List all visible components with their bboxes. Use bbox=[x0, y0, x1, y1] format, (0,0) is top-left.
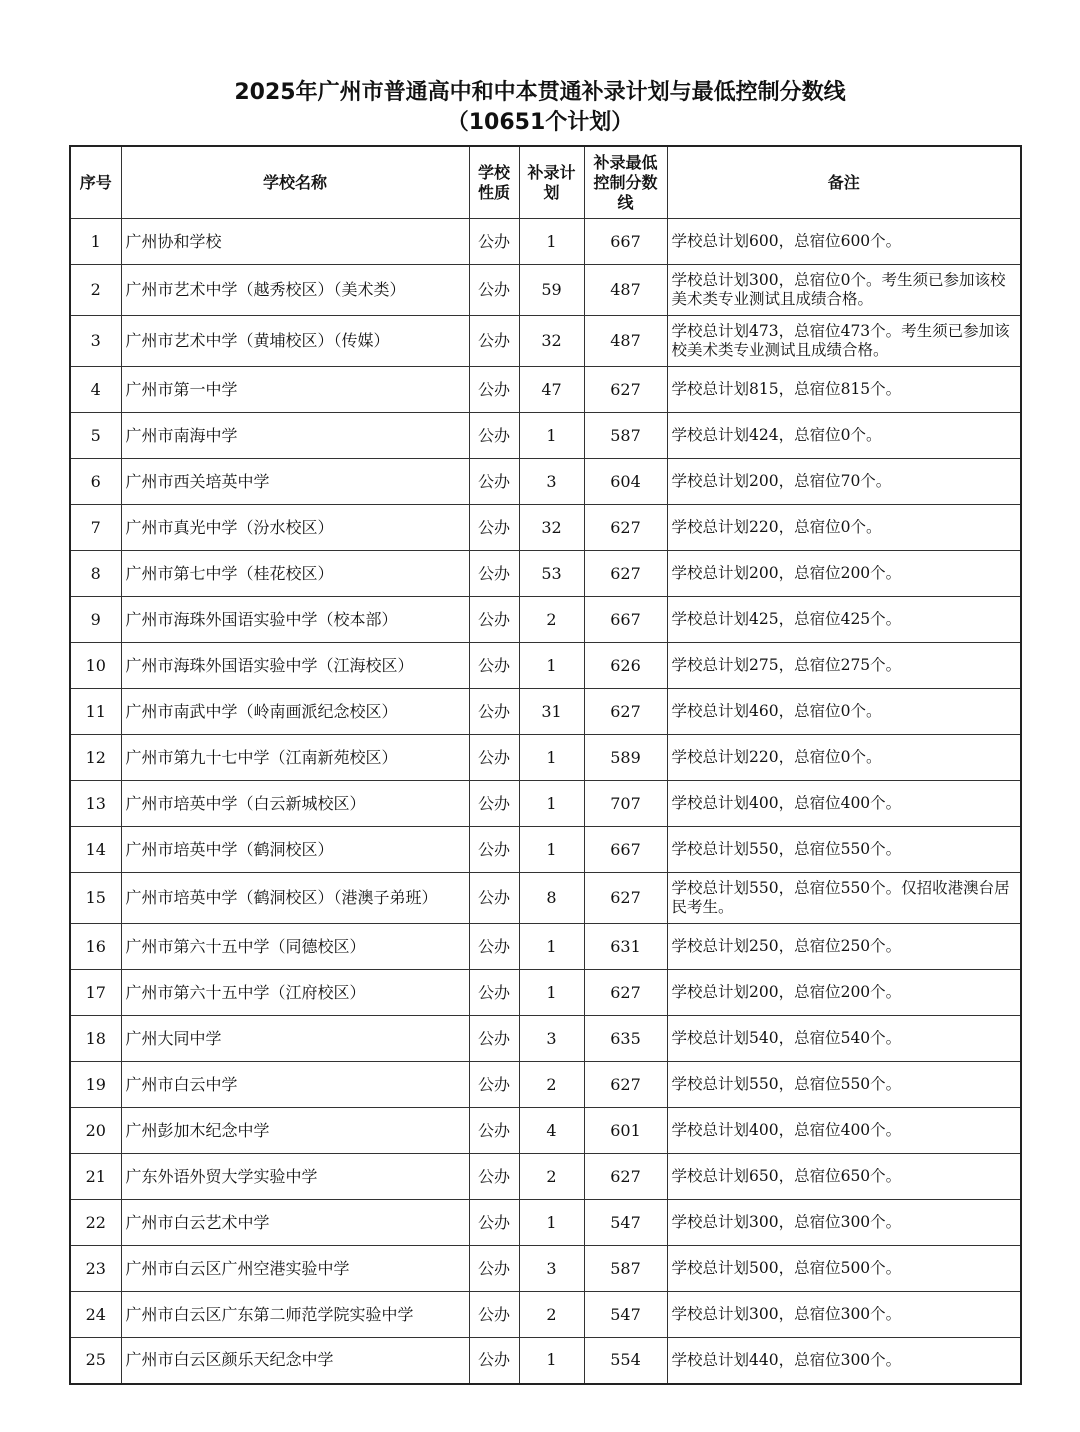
cell-school-name: 广州市第六十五中学（江府校区） bbox=[121, 970, 469, 1016]
cell-school-name: 广州市白云区颜乐天纪念中学 bbox=[121, 1338, 469, 1384]
cell-note: 学校总计划400，总宿位400个。 bbox=[667, 781, 1021, 827]
cell-note: 学校总计划400，总宿位400个。 bbox=[667, 1108, 1021, 1154]
cell-min-score: 547 bbox=[584, 1292, 667, 1338]
cell-note: 学校总计划200，总宿位200个。 bbox=[667, 551, 1021, 597]
cell-index: 3 bbox=[70, 316, 121, 367]
cell-index: 14 bbox=[70, 827, 121, 873]
cell-plan: 1 bbox=[519, 219, 584, 265]
cell-school-name: 广州市海珠外国语实验中学（江海校区） bbox=[121, 643, 469, 689]
cell-note: 学校总计划200，总宿位200个。 bbox=[667, 970, 1021, 1016]
cell-school-nature: 公办 bbox=[469, 1016, 519, 1062]
cell-plan: 1 bbox=[519, 735, 584, 781]
cell-note: 学校总计划200，总宿位70个。 bbox=[667, 459, 1021, 505]
cell-school-name: 广州市海珠外国语实验中学（校本部） bbox=[121, 597, 469, 643]
cell-plan: 1 bbox=[519, 781, 584, 827]
cell-index: 5 bbox=[70, 413, 121, 459]
cell-index: 15 bbox=[70, 873, 121, 924]
cell-min-score: 707 bbox=[584, 781, 667, 827]
cell-min-score: 487 bbox=[584, 265, 667, 316]
header-school-nature: 学校性质 bbox=[469, 146, 519, 219]
cell-index: 2 bbox=[70, 265, 121, 316]
cell-note: 学校总计划300，总宿位0个。考生须已参加该校美术类专业测试且成绩合格。 bbox=[667, 265, 1021, 316]
cell-school-nature: 公办 bbox=[469, 924, 519, 970]
cell-school-name: 广州市第一中学 bbox=[121, 367, 469, 413]
cell-school-nature: 公办 bbox=[469, 367, 519, 413]
cell-note: 学校总计划300，总宿位300个。 bbox=[667, 1292, 1021, 1338]
cell-min-score: 667 bbox=[584, 219, 667, 265]
title-line-2: （10651个计划） bbox=[446, 110, 634, 135]
cell-plan: 2 bbox=[519, 597, 584, 643]
cell-min-score: 627 bbox=[584, 970, 667, 1016]
cell-school-nature: 公办 bbox=[469, 689, 519, 735]
cell-plan: 32 bbox=[519, 316, 584, 367]
cell-school-name: 广州协和学校 bbox=[121, 219, 469, 265]
cell-index: 6 bbox=[70, 459, 121, 505]
cell-min-score: 667 bbox=[584, 827, 667, 873]
cell-note: 学校总计划650，总宿位650个。 bbox=[667, 1154, 1021, 1200]
cell-plan: 1 bbox=[519, 413, 584, 459]
header-idx: 序号 bbox=[70, 146, 121, 219]
cell-school-nature: 公办 bbox=[469, 781, 519, 827]
cell-school-nature: 公办 bbox=[469, 1062, 519, 1108]
cell-note: 学校总计划220，总宿位0个。 bbox=[667, 505, 1021, 551]
table-row bbox=[70, 265, 1021, 316]
cell-school-name: 广州市白云区广东第二师范学院实验中学 bbox=[121, 1292, 469, 1338]
table-row bbox=[70, 505, 1021, 551]
cell-index: 24 bbox=[70, 1292, 121, 1338]
cell-school-name: 广州市白云艺术中学 bbox=[121, 1200, 469, 1246]
table-body bbox=[70, 219, 1021, 1384]
cell-school-nature: 公办 bbox=[469, 316, 519, 367]
cell-school-name: 广州市培英中学（白云新城校区） bbox=[121, 781, 469, 827]
cell-school-nature: 公办 bbox=[469, 873, 519, 924]
table-row bbox=[70, 1062, 1021, 1108]
table-row bbox=[70, 689, 1021, 735]
cell-plan: 3 bbox=[519, 1246, 584, 1292]
table-row bbox=[70, 1246, 1021, 1292]
cell-plan: 3 bbox=[519, 459, 584, 505]
cell-min-score: 627 bbox=[584, 367, 667, 413]
cell-plan: 2 bbox=[519, 1062, 584, 1108]
cell-note: 学校总计划500，总宿位500个。 bbox=[667, 1246, 1021, 1292]
cell-plan: 1 bbox=[519, 643, 584, 689]
cell-index: 13 bbox=[70, 781, 121, 827]
table-row bbox=[70, 1292, 1021, 1338]
table-row bbox=[70, 970, 1021, 1016]
table-row bbox=[70, 735, 1021, 781]
table-row bbox=[70, 1338, 1021, 1384]
table-row bbox=[70, 413, 1021, 459]
table-row bbox=[70, 597, 1021, 643]
cell-index: 4 bbox=[70, 367, 121, 413]
table-row bbox=[70, 1154, 1021, 1200]
cell-min-score: 667 bbox=[584, 597, 667, 643]
cell-school-name: 广州市培英中学（鹤洞校区） bbox=[121, 827, 469, 873]
cell-school-name: 广州市艺术中学（黄埔校区）（传媒） bbox=[121, 316, 469, 367]
cell-index: 17 bbox=[70, 970, 121, 1016]
cell-min-score: 589 bbox=[584, 735, 667, 781]
header-min-score: 补录最低控制分数线 bbox=[584, 146, 667, 219]
cell-school-name: 广州彭加木纪念中学 bbox=[121, 1108, 469, 1154]
cell-school-name: 广州市艺术中学（越秀校区）（美术类） bbox=[121, 265, 469, 316]
cell-min-score: 627 bbox=[584, 1154, 667, 1200]
cell-note: 学校总计划550，总宿位550个。 bbox=[667, 1062, 1021, 1108]
table-row bbox=[70, 316, 1021, 367]
cell-note: 学校总计划473，总宿位473个。考生须已参加该校美术类专业测试且成绩合格。 bbox=[667, 316, 1021, 367]
cell-school-name: 广州市南武中学（岭南画派纪念校区） bbox=[121, 689, 469, 735]
cell-min-score: 626 bbox=[584, 643, 667, 689]
cell-note: 学校总计划600，总宿位600个。 bbox=[667, 219, 1021, 265]
cell-note: 学校总计划440，总宿位300个。 bbox=[667, 1338, 1021, 1384]
cell-note: 学校总计划220，总宿位0个。 bbox=[667, 735, 1021, 781]
cell-school-nature: 公办 bbox=[469, 1292, 519, 1338]
header-plan: 补录计划 bbox=[519, 146, 584, 219]
cell-school-name: 广州市西关培英中学 bbox=[121, 459, 469, 505]
cell-school-name: 广州市白云区广州空港实验中学 bbox=[121, 1246, 469, 1292]
admission-plan-table bbox=[69, 145, 1022, 1385]
table-row bbox=[70, 643, 1021, 689]
cell-plan: 32 bbox=[519, 505, 584, 551]
cell-plan: 3 bbox=[519, 1016, 584, 1062]
header-school-name: 学校名称 bbox=[121, 146, 469, 219]
cell-min-score: 604 bbox=[584, 459, 667, 505]
table-row bbox=[70, 367, 1021, 413]
cell-school-nature: 公办 bbox=[469, 827, 519, 873]
cell-note: 学校总计划424，总宿位0个。 bbox=[667, 413, 1021, 459]
cell-school-name: 广州市真光中学（汾水校区） bbox=[121, 505, 469, 551]
cell-school-nature: 公办 bbox=[469, 597, 519, 643]
cell-index: 11 bbox=[70, 689, 121, 735]
cell-school-nature: 公办 bbox=[469, 1108, 519, 1154]
cell-index: 18 bbox=[70, 1016, 121, 1062]
cell-school-nature: 公办 bbox=[469, 970, 519, 1016]
table-header-row bbox=[70, 146, 1021, 219]
cell-index: 25 bbox=[70, 1338, 121, 1384]
cell-school-nature: 公办 bbox=[469, 643, 519, 689]
cell-plan: 2 bbox=[519, 1292, 584, 1338]
table-row bbox=[70, 924, 1021, 970]
cell-note: 学校总计划550，总宿位550个。 bbox=[667, 827, 1021, 873]
cell-plan: 1 bbox=[519, 924, 584, 970]
cell-school-nature: 公办 bbox=[469, 1246, 519, 1292]
cell-plan: 31 bbox=[519, 689, 584, 735]
cell-min-score: 631 bbox=[584, 924, 667, 970]
cell-min-score: 487 bbox=[584, 316, 667, 367]
cell-index: 20 bbox=[70, 1108, 121, 1154]
cell-index: 21 bbox=[70, 1154, 121, 1200]
cell-school-nature: 公办 bbox=[469, 1338, 519, 1384]
cell-plan: 4 bbox=[519, 1108, 584, 1154]
cell-min-score: 627 bbox=[584, 551, 667, 597]
cell-school-name: 广州市白云中学 bbox=[121, 1062, 469, 1108]
cell-min-score: 627 bbox=[584, 505, 667, 551]
cell-plan: 1 bbox=[519, 1200, 584, 1246]
cell-school-name: 广州市培英中学（鹤洞校区）（港澳子弟班） bbox=[121, 873, 469, 924]
cell-index: 10 bbox=[70, 643, 121, 689]
title-line-1: 2025年广州市普通高中和中本贯通补录计划与最低控制分数线 bbox=[234, 80, 846, 105]
cell-note: 学校总计划275，总宿位275个。 bbox=[667, 643, 1021, 689]
cell-school-nature: 公办 bbox=[469, 1200, 519, 1246]
cell-plan: 47 bbox=[519, 367, 584, 413]
cell-note: 学校总计划425，总宿位425个。 bbox=[667, 597, 1021, 643]
table-row bbox=[70, 459, 1021, 505]
cell-index: 7 bbox=[70, 505, 121, 551]
table-row bbox=[70, 219, 1021, 265]
cell-min-score: 635 bbox=[584, 1016, 667, 1062]
cell-school-nature: 公办 bbox=[469, 1154, 519, 1200]
cell-index: 12 bbox=[70, 735, 121, 781]
cell-school-nature: 公办 bbox=[469, 505, 519, 551]
cell-index: 8 bbox=[70, 551, 121, 597]
cell-plan: 53 bbox=[519, 551, 584, 597]
cell-school-nature: 公办 bbox=[469, 219, 519, 265]
cell-plan: 2 bbox=[519, 1154, 584, 1200]
cell-min-score: 547 bbox=[584, 1200, 667, 1246]
cell-index: 16 bbox=[70, 924, 121, 970]
table-row bbox=[70, 827, 1021, 873]
table-row bbox=[70, 781, 1021, 827]
cell-school-name: 广东外语外贸大学实验中学 bbox=[121, 1154, 469, 1200]
cell-note: 学校总计划550，总宿位550个。仅招收港澳台居民考生。 bbox=[667, 873, 1021, 924]
table-row bbox=[70, 1108, 1021, 1154]
cell-school-nature: 公办 bbox=[469, 413, 519, 459]
cell-school-nature: 公办 bbox=[469, 735, 519, 781]
table-row bbox=[70, 1016, 1021, 1062]
cell-note: 学校总计划815，总宿位815个。 bbox=[667, 367, 1021, 413]
cell-note: 学校总计划540，总宿位540个。 bbox=[667, 1016, 1021, 1062]
cell-school-nature: 公办 bbox=[469, 551, 519, 597]
cell-index: 9 bbox=[70, 597, 121, 643]
cell-min-score: 587 bbox=[584, 1246, 667, 1292]
cell-school-name: 广州市第六十五中学（同德校区） bbox=[121, 924, 469, 970]
cell-min-score: 627 bbox=[584, 1062, 667, 1108]
table-row bbox=[70, 1200, 1021, 1246]
cell-school-name: 广州市第九十七中学（江南新苑校区） bbox=[121, 735, 469, 781]
cell-plan: 59 bbox=[519, 265, 584, 316]
cell-note: 学校总计划250，总宿位250个。 bbox=[667, 924, 1021, 970]
cell-plan: 1 bbox=[519, 827, 584, 873]
cell-plan: 1 bbox=[519, 1338, 584, 1384]
cell-min-score: 627 bbox=[584, 689, 667, 735]
cell-school-nature: 公办 bbox=[469, 459, 519, 505]
cell-min-score: 627 bbox=[584, 873, 667, 924]
cell-index: 19 bbox=[70, 1062, 121, 1108]
cell-school-name: 广州市南海中学 bbox=[121, 413, 469, 459]
cell-min-score: 601 bbox=[584, 1108, 667, 1154]
cell-min-score: 554 bbox=[584, 1338, 667, 1384]
table-row bbox=[70, 551, 1021, 597]
cell-school-name: 广州市第七中学（桂花校区） bbox=[121, 551, 469, 597]
cell-min-score: 587 bbox=[584, 413, 667, 459]
cell-index: 23 bbox=[70, 1246, 121, 1292]
cell-index: 22 bbox=[70, 1200, 121, 1246]
header-note: 备注 bbox=[667, 146, 1021, 219]
cell-note: 学校总计划460，总宿位0个。 bbox=[667, 689, 1021, 735]
table-row bbox=[70, 873, 1021, 924]
cell-school-nature: 公办 bbox=[469, 265, 519, 316]
cell-note: 学校总计划300，总宿位300个。 bbox=[667, 1200, 1021, 1246]
cell-plan: 8 bbox=[519, 873, 584, 924]
cell-index: 1 bbox=[70, 219, 121, 265]
cell-plan: 1 bbox=[519, 970, 584, 1016]
cell-school-name: 广州大同中学 bbox=[121, 1016, 469, 1062]
document-title bbox=[0, 78, 1080, 138]
